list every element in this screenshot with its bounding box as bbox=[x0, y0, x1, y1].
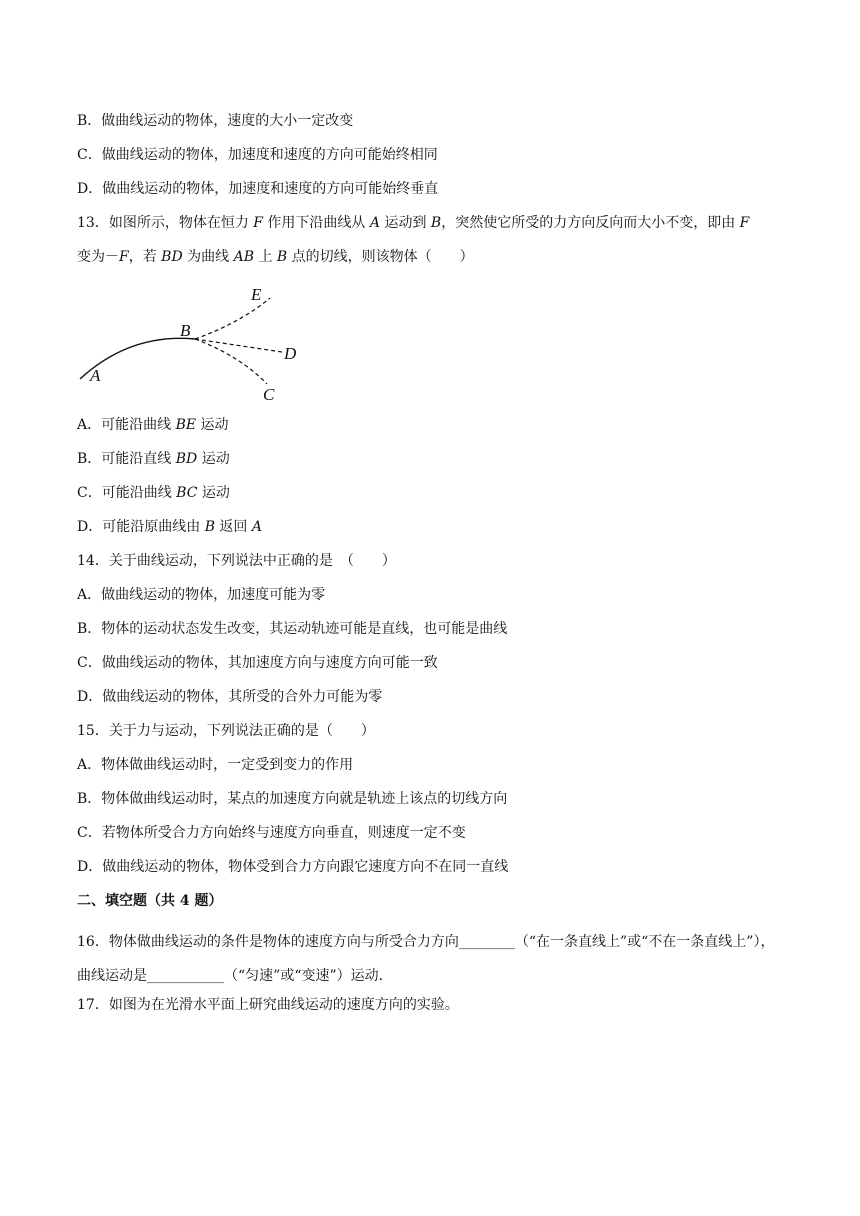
q17-stem: 17．如图为在光滑水平面上研究曲线运动的速度方向的实验。 bbox=[77, 997, 459, 1013]
q13-stem-line2: 变为－F，若 BD 为曲线 AB 上 B 点的切线，则该物体（ ） bbox=[77, 249, 474, 265]
q13-option-b: B．可能沿直线 BD 运动 bbox=[77, 451, 230, 467]
q15-option-c: C．若物体所受合力方向始终与速度方向垂直，则速度一定不变 bbox=[77, 825, 466, 841]
dashed-line-bd bbox=[195, 339, 282, 352]
label-a: A bbox=[90, 366, 101, 385]
q13-option-c: C．可能沿曲线 BC 运动 bbox=[77, 485, 230, 501]
label-e: E bbox=[251, 285, 262, 304]
q14-option-d: D．做曲线运动的物体，其所受的合外力可能为零 bbox=[77, 689, 383, 705]
q14-option-a: A．做曲线运动的物体，加速度可能为零 bbox=[77, 587, 326, 603]
label-d: D bbox=[284, 344, 297, 363]
q14-option-c: C．做曲线运动的物体，其加速度方向与速度方向可能一致 bbox=[77, 655, 438, 671]
q15-option-b: B．物体做曲线运动时，某点的加速度方向就是轨迹上该点的切线方向 bbox=[77, 791, 508, 807]
q14-stem: 14．关于曲线运动，下列说法中正确的是 （ ） bbox=[77, 553, 396, 569]
q12-option-c: C．做曲线运动的物体，加速度和速度的方向可能始终相同 bbox=[77, 147, 438, 163]
dashed-curve-be bbox=[195, 298, 270, 339]
q16-stem: 16．物体做曲线运动的条件是物体的速度方向与所受合力方向________（“在一条直线上”或“不在一条直线上”），曲线运动是___________（“匀速”或“变速”）运动． bbox=[77, 934, 775, 984]
q13-stem-line1: 13．如图所示，物体在恒力 F 作用下沿曲线从 A 运动到 B，突然使它所受的力方向反向而大小不变，即由 F bbox=[77, 215, 750, 231]
q14-option-b: B．物体的运动状态发生改变，其运动轨迹可能是直线，也可能是曲线 bbox=[77, 621, 508, 637]
q15-stem: 15．关于力与运动，下列说法正确的是（ ） bbox=[77, 723, 375, 739]
label-c: C bbox=[263, 385, 275, 404]
q15-option-d: D．做曲线运动的物体，物体受到合力方向跟它速度方向不在同一直线 bbox=[77, 859, 509, 875]
q12-option-d: D．做曲线运动的物体，加速度和速度的方向可能始终垂直 bbox=[77, 181, 439, 197]
q13-option-a: A．可能沿曲线 BE 运动 bbox=[77, 417, 229, 433]
q15-option-a: A．物体做曲线运动时，一定受到变力的作用 bbox=[77, 757, 354, 773]
label-b: B bbox=[180, 321, 191, 340]
q13-option-d: D．可能沿原曲线由 B 返回 A bbox=[77, 519, 263, 535]
dashed-curve-bc bbox=[195, 339, 267, 384]
section-heading-fill-in: 二、填空题（共 4 题） bbox=[77, 893, 223, 909]
q13-figure bbox=[70, 278, 310, 408]
q12-option-b: B．做曲线运动的物体，速度的大小一定改变 bbox=[77, 113, 354, 129]
